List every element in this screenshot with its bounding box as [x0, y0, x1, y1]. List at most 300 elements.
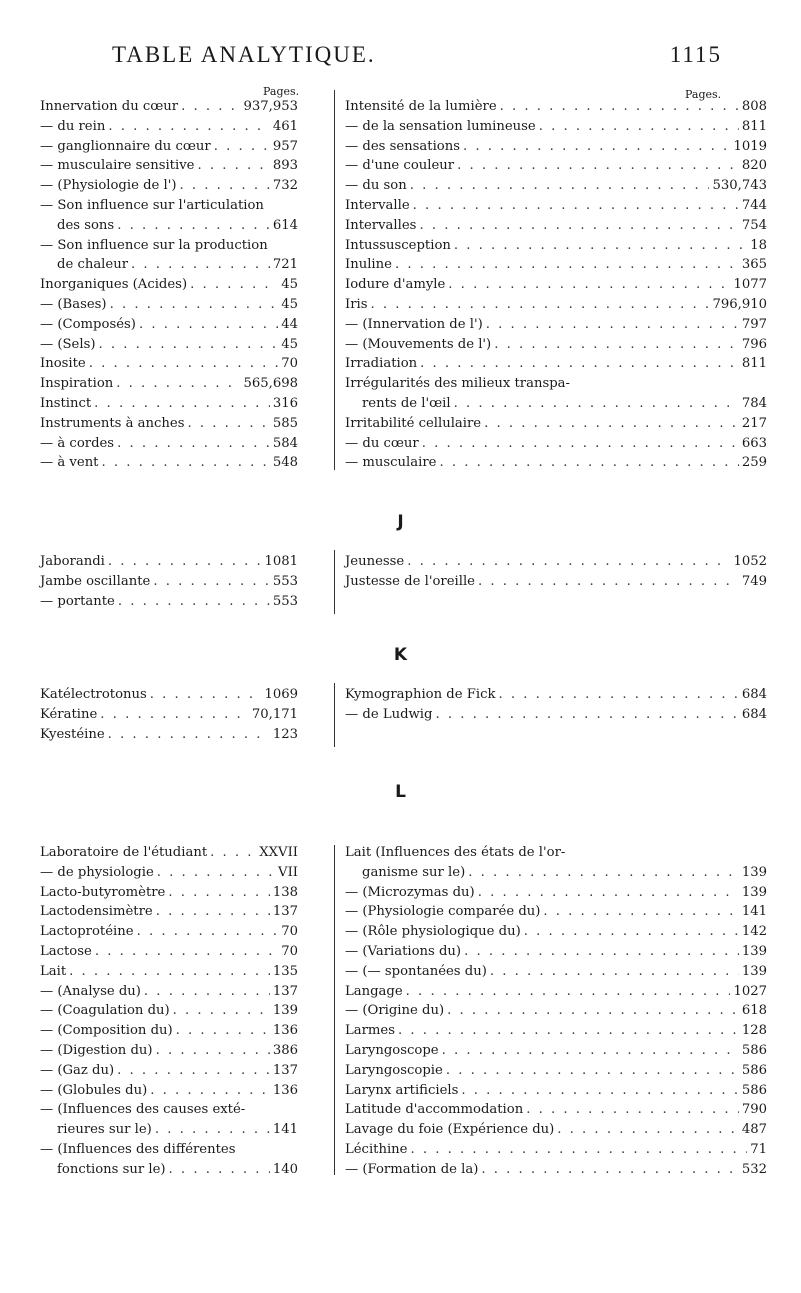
- index-entry-term: — (Digestion du): [40, 1042, 153, 1058]
- index-entry: [40, 414, 298, 434]
- index-entry-term: Lait (Influences des états de l'or-: [345, 845, 566, 860]
- section-k-right-column: [345, 685, 767, 725]
- index-entry-term: Lacto-butyromètre: [40, 884, 166, 900]
- index-entry: [40, 1100, 298, 1120]
- index-entry-term: — (Mouvements de l'): [345, 336, 492, 352]
- index-entry: [345, 295, 767, 315]
- index-entry-term: — (Physiologie de l'): [40, 178, 177, 194]
- dot-leader: [176, 1021, 270, 1041]
- dot-leader: [420, 354, 739, 374]
- dot-leader: [398, 1021, 739, 1041]
- dot-leader: [543, 902, 738, 922]
- dot-leader: [156, 1041, 270, 1061]
- section-j-right-column: [345, 552, 767, 592]
- index-entry-page: 217: [741, 415, 767, 431]
- index-entry-page: 316: [272, 395, 298, 411]
- index-entry-page: 808: [741, 99, 767, 114]
- section-letter-j: J: [397, 512, 404, 532]
- index-entry-page: 70,171: [251, 706, 298, 722]
- index-entry-page: 139: [741, 884, 767, 900]
- index-entry-page: 1019: [733, 138, 767, 154]
- index-entry-term: — musculaire sensitive: [40, 158, 195, 174]
- index-entry-page: 618: [741, 1003, 767, 1019]
- index-entry: [345, 176, 767, 196]
- index-entry: [40, 255, 298, 275]
- index-entry-term: — d'une couleur: [345, 158, 455, 174]
- index-entry: [345, 216, 767, 236]
- index-entry-page: 797: [741, 316, 767, 332]
- index-entry-term: Katélectrotonus: [40, 687, 147, 702]
- dot-leader: [69, 962, 270, 982]
- index-entry: [345, 883, 767, 903]
- index-entry-page: 585: [272, 415, 298, 431]
- index-entry: [40, 902, 298, 922]
- index-entry: [345, 1061, 767, 1081]
- dot-leader: [131, 255, 270, 275]
- index-entry: [40, 572, 298, 592]
- index-entry-page: 136: [272, 1023, 298, 1039]
- index-entry-page: 548: [272, 455, 298, 471]
- index-entry-page: 663: [741, 435, 767, 451]
- index-entry-term: — de Ludwig: [345, 706, 433, 722]
- dot-leader: [108, 725, 270, 745]
- index-entry-term: — (Rôle physiologique du): [345, 924, 521, 940]
- index-entry: [345, 156, 767, 176]
- index-entry: [345, 1081, 767, 1101]
- dot-leader: [524, 922, 739, 942]
- dot-leader: [498, 685, 738, 705]
- index-entry-term: Jaborandi: [40, 554, 105, 569]
- dot-leader: [157, 863, 275, 883]
- index-entry-term: ganisme sur le): [362, 864, 466, 880]
- dot-leader: [108, 552, 262, 572]
- index-entry: [40, 354, 298, 374]
- index-entry-term: — (Innervation de l'): [345, 316, 483, 332]
- index-entry-term: — (Formation de la): [345, 1161, 479, 1177]
- index-entry: [40, 97, 298, 117]
- index-entry-page: 140: [272, 1161, 298, 1177]
- dot-leader: [150, 685, 262, 705]
- index-entry: [40, 137, 298, 157]
- index-entry-page: 44: [281, 316, 298, 332]
- index-entry-page: 957: [272, 138, 298, 154]
- index-entry: [345, 117, 767, 137]
- index-entry-term: Intussusception: [345, 237, 451, 253]
- index-entry-term: — Son influence sur l'articulation: [40, 197, 264, 213]
- dot-leader: [180, 176, 270, 196]
- index-entry-page: 732: [272, 178, 298, 194]
- index-entry-term: — (Variations du): [345, 943, 462, 959]
- dot-leader: [481, 1160, 738, 1180]
- index-entry-term: — de physiologie: [40, 864, 154, 880]
- index-entry-term: Lactoprotéine: [40, 924, 134, 940]
- index-entry-term: rieures sur le): [57, 1122, 152, 1138]
- index-entry-page: 1077: [733, 277, 767, 293]
- dot-leader: [137, 922, 279, 942]
- dot-leader: [155, 1120, 270, 1140]
- index-entry: [40, 962, 298, 982]
- dot-leader: [153, 572, 270, 592]
- index-entry-term: — portante: [40, 593, 115, 609]
- index-entry: [345, 552, 767, 572]
- index-entry-page: 139: [741, 864, 767, 880]
- index-entry-page: 893: [272, 158, 298, 174]
- index-entry: [345, 982, 767, 1002]
- index-entry-term: Justesse de l'oreille: [345, 573, 475, 589]
- index-entry-term: Lactodensimètre: [40, 904, 153, 920]
- index-entry: [345, 255, 767, 275]
- dot-leader: [117, 1061, 270, 1081]
- index-entry-page: 139: [741, 943, 767, 959]
- index-entry: [345, 843, 767, 863]
- dot-leader: [116, 374, 240, 394]
- index-entry-term: Lactose: [40, 943, 92, 959]
- index-entry-page: 1069: [264, 687, 298, 702]
- index-entry-page: 586: [741, 1082, 767, 1098]
- index-entry: [345, 922, 767, 942]
- dot-leader: [181, 97, 240, 117]
- index-entry: [40, 117, 298, 137]
- dot-leader: [539, 117, 739, 137]
- index-entry-term: fonctions sur le): [57, 1161, 166, 1177]
- index-entry-page: 796: [741, 336, 767, 352]
- index-entry-page: 784: [741, 395, 767, 411]
- index-entry-page: 18: [750, 237, 767, 253]
- index-entry-term: Iris: [345, 296, 368, 312]
- index-entry-term: — (Influences des causes exté-: [40, 1102, 246, 1118]
- index-entry: [40, 1061, 298, 1081]
- index-entry: [40, 236, 298, 256]
- index-entry-page: 138: [272, 884, 298, 900]
- index-entry-page: 811: [741, 118, 767, 134]
- dot-leader: [494, 335, 739, 355]
- index-entry-page: 749: [741, 573, 767, 589]
- index-entry: [345, 1001, 767, 1021]
- index-entry-term: — (Bases): [40, 296, 107, 312]
- index-entry-page: 137: [272, 983, 298, 999]
- index-entry-term: — de la sensation lumineuse: [345, 118, 536, 134]
- index-entry-term: — du rein: [40, 118, 106, 134]
- index-entry: [40, 1021, 298, 1041]
- index-entry: [345, 1140, 767, 1160]
- index-entry-term: — (Physiologie comparée du): [345, 904, 541, 920]
- index-entry: [40, 374, 298, 394]
- index-entry: [345, 374, 767, 394]
- index-entry-page: 70: [281, 356, 298, 372]
- dot-leader: [108, 117, 270, 137]
- index-entry: [345, 335, 767, 355]
- index-entry: [345, 315, 767, 335]
- dot-leader: [463, 137, 730, 157]
- dot-leader: [144, 982, 270, 1002]
- dot-leader: [110, 295, 279, 315]
- index-entry-term: — du cœur: [345, 435, 419, 451]
- index-entry-page: 365: [741, 257, 767, 273]
- index-entry: [40, 1081, 298, 1101]
- index-entry-term: Kyestéine: [40, 726, 105, 742]
- index-entry-term: — du son: [345, 178, 407, 194]
- index-entry-page: 1027: [733, 983, 767, 999]
- index-entry-page: 811: [741, 356, 767, 372]
- section-letter-l: L: [395, 782, 406, 802]
- section-k-left-column: [40, 685, 298, 744]
- page-header-title: TABLE ANALYTIQUE.: [112, 42, 376, 67]
- pages-label-left: Pages.: [263, 85, 300, 98]
- dot-leader: [447, 1001, 739, 1021]
- index-entry-page: 1052: [733, 554, 767, 569]
- dot-leader: [395, 255, 739, 275]
- index-entry: [345, 414, 767, 434]
- index-entry-term: — à cordes: [40, 435, 115, 451]
- dot-leader: [468, 863, 739, 883]
- dot-leader: [150, 1081, 270, 1101]
- index-entry-page: 553: [272, 593, 298, 609]
- index-entry-term: — (Gaz du): [40, 1062, 115, 1078]
- index-entry-page: 139: [741, 963, 767, 979]
- index-entry-term: Laryngoscope: [345, 1042, 439, 1058]
- index-entry: [345, 1041, 767, 1061]
- index-entry-page: 71: [750, 1141, 767, 1157]
- index-entry: [40, 216, 298, 236]
- index-entry-term: Inorganiques (Acides): [40, 277, 188, 293]
- index-entry-term: de chaleur: [57, 257, 128, 273]
- dot-leader: [168, 883, 269, 903]
- index-entry-page: 937,953: [243, 99, 298, 114]
- index-entry: [40, 1041, 298, 1061]
- index-entry-term: — Son influence sur la production: [40, 237, 268, 253]
- index-entry: [40, 1160, 298, 1180]
- index-entry-term: Latitude d'accommodation: [345, 1102, 524, 1118]
- index-entry-term: Langage: [345, 983, 403, 999]
- index-entry-term: Kératine: [40, 706, 98, 722]
- index-entry-page: 790: [741, 1102, 767, 1118]
- index-entry: [40, 335, 298, 355]
- column-divider: [334, 683, 335, 747]
- dot-leader: [197, 156, 269, 176]
- index-entry-term: Larynx artificiels: [345, 1082, 459, 1098]
- index-entry-page: 142: [741, 924, 767, 940]
- index-entry-page: 532: [741, 1161, 767, 1177]
- index-entry-term: Jambe oscillante: [40, 573, 151, 589]
- dot-leader: [95, 942, 278, 962]
- dot-leader: [214, 137, 270, 157]
- dot-leader: [371, 295, 710, 315]
- section-i-right-column: [345, 97, 767, 473]
- dot-leader: [490, 962, 739, 982]
- index-entry: [40, 394, 298, 414]
- index-entry-page: 1081: [264, 554, 298, 569]
- dot-leader: [457, 156, 739, 176]
- index-entry-page: 139: [272, 1003, 298, 1019]
- index-entry-term: — musculaire: [345, 455, 437, 471]
- index-entry: [40, 705, 298, 725]
- index-entry-page: VII: [278, 864, 298, 880]
- index-entry: [345, 97, 767, 117]
- index-entry-term: — à vent: [40, 455, 99, 471]
- index-entry-page: 796,910: [712, 296, 767, 312]
- index-entry-term: Intervalles: [345, 217, 417, 233]
- index-entry-term: Irrégularités des milieux transpa-: [345, 376, 570, 392]
- index-entry: [40, 1001, 298, 1021]
- index-entry-term: Inuline: [345, 257, 392, 273]
- index-entry: [40, 922, 298, 942]
- index-entry-page: 754: [741, 217, 767, 233]
- index-entry: [345, 196, 767, 216]
- index-entry: [345, 1160, 767, 1180]
- section-l-left-column: [40, 843, 298, 1180]
- dot-leader: [478, 883, 739, 903]
- dot-leader: [139, 315, 278, 335]
- index-entry: [40, 315, 298, 335]
- index-entry: [40, 685, 298, 705]
- index-entry: [345, 354, 767, 374]
- index-entry: [345, 572, 767, 592]
- index-entry-page: 141: [272, 1122, 298, 1138]
- index-entry: [345, 902, 767, 922]
- dot-leader: [117, 216, 270, 236]
- index-entry-term: — (Origine du): [345, 1003, 445, 1019]
- section-l-right-column: [345, 843, 767, 1180]
- index-entry-term: Intensité de la lumière: [345, 99, 497, 114]
- page-header: [112, 42, 722, 72]
- index-entry: [40, 196, 298, 216]
- index-entry-page: 137: [272, 1062, 298, 1078]
- index-entry: [40, 592, 298, 612]
- section-letter-k: K: [393, 645, 408, 665]
- section-i-left-column: [40, 97, 298, 473]
- dot-leader: [407, 552, 730, 572]
- index-entry-page: 584: [272, 435, 298, 451]
- dot-leader: [118, 592, 270, 612]
- index-entry-term: — des sensations: [345, 138, 460, 154]
- index-entry-page: 684: [741, 687, 767, 702]
- dot-leader: [94, 394, 270, 414]
- index-entry: [345, 236, 767, 256]
- index-entry-term: Instruments à anches: [40, 415, 185, 431]
- dot-leader: [410, 176, 710, 196]
- dot-leader: [99, 335, 279, 355]
- index-entry: [40, 434, 298, 454]
- dot-leader: [461, 1081, 738, 1101]
- index-entry-page: 553: [272, 573, 298, 589]
- index-entry-term: Inspiration: [40, 376, 114, 392]
- index-entry-page: 45: [281, 296, 298, 312]
- index-entry-term: — (Composés): [40, 316, 136, 332]
- dot-leader: [464, 942, 739, 962]
- index-entry: [345, 705, 767, 725]
- index-entry-term: Irritabilité cellulaire: [345, 415, 482, 431]
- dot-leader: [89, 354, 278, 374]
- index-entry: [40, 552, 298, 572]
- index-entry-page: 386: [272, 1042, 298, 1058]
- index-entry-page: 45: [281, 336, 298, 352]
- dot-leader: [100, 705, 249, 725]
- index-entry: [40, 275, 298, 295]
- dot-leader: [435, 705, 738, 725]
- dot-leader: [422, 434, 739, 454]
- index-entry-page: 135: [272, 963, 298, 979]
- index-entry-page: 565,698: [243, 376, 298, 392]
- index-entry: [345, 137, 767, 157]
- dot-leader: [500, 97, 739, 117]
- index-entry-page: 123: [272, 726, 298, 742]
- dot-leader: [410, 1140, 747, 1160]
- dot-leader: [101, 453, 269, 473]
- dot-leader: [439, 453, 738, 473]
- index-entry-term: Lavage du foie (Expérience du): [345, 1122, 555, 1138]
- index-entry-page: 259: [741, 455, 767, 471]
- dot-leader: [448, 275, 730, 295]
- index-entry-page: 136: [272, 1082, 298, 1098]
- index-entry-term: Lait: [40, 963, 67, 979]
- index-entry: [345, 863, 767, 883]
- index-entry: [345, 1100, 767, 1120]
- dot-leader: [486, 315, 739, 335]
- dot-leader: [557, 1120, 739, 1140]
- column-divider: [334, 845, 335, 1175]
- index-entry: [345, 942, 767, 962]
- index-entry: [40, 725, 298, 745]
- pages-label-right: Pages.: [685, 88, 722, 101]
- index-entry-term: — (— spontanées du): [345, 963, 487, 979]
- index-entry-term: — (Composition du): [40, 1023, 173, 1039]
- index-entry-page: 744: [741, 197, 767, 213]
- index-entry-term: Inosite: [40, 356, 86, 372]
- dot-leader: [454, 236, 747, 256]
- index-entry-term: — (Sels): [40, 336, 96, 352]
- index-entry-page: 530,743: [712, 178, 767, 194]
- index-entry-term: Iodure d'amyle: [345, 277, 446, 293]
- index-entry: [40, 1120, 298, 1140]
- index-entry-page: 70: [281, 924, 298, 940]
- dot-leader: [117, 434, 270, 454]
- dot-leader: [169, 1160, 270, 1180]
- index-entry-page: 586: [741, 1042, 767, 1058]
- page-number: 1115: [669, 42, 722, 67]
- index-entry-term: — ganglionnaire du cœur: [40, 138, 211, 154]
- index-entry: [345, 275, 767, 295]
- index-entry: [345, 1120, 767, 1140]
- dot-leader: [478, 572, 739, 592]
- dot-leader: [210, 843, 256, 863]
- index-entry-term: rents de l'œil: [362, 395, 451, 411]
- section-j-left-column: [40, 552, 298, 611]
- dot-leader: [413, 196, 739, 216]
- index-entry: [40, 176, 298, 196]
- index-entry-page: 586: [741, 1062, 767, 1078]
- dot-leader: [446, 1061, 739, 1081]
- index-entry: [345, 453, 767, 473]
- index-entry-term: Jeunesse: [345, 554, 405, 569]
- index-entry-term: Laboratoire de l'étudiant: [40, 845, 208, 860]
- index-entry-term: des sons: [57, 217, 115, 233]
- index-entry: [40, 863, 298, 883]
- index-entry: [345, 394, 767, 414]
- index-entry-page: 70: [281, 943, 298, 959]
- index-entry-term: — (Globules du): [40, 1082, 148, 1098]
- index-entry-page: 141: [741, 904, 767, 920]
- index-entry-page: 614: [272, 217, 298, 233]
- index-entry-term: Innervation du cœur: [40, 99, 179, 114]
- index-entry: [40, 942, 298, 962]
- dot-leader: [526, 1100, 739, 1120]
- index-entry: [40, 883, 298, 903]
- index-entry: [345, 1021, 767, 1041]
- index-entry: [345, 434, 767, 454]
- index-entry: [345, 962, 767, 982]
- index-entry-page: 487: [741, 1122, 767, 1138]
- index-entry-term: Larmes: [345, 1023, 396, 1039]
